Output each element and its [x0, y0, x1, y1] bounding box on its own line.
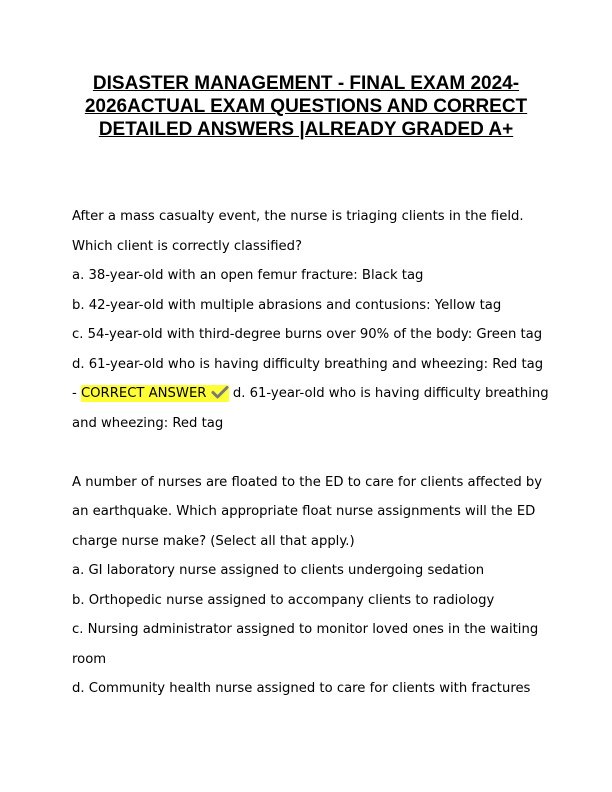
question-stem: After a mass casualty event, the nurse is triaging clients in the field. Which client is correctly classified? — [72, 209, 524, 254]
answer-option: a. 38-year-old with an open femur fracture: Black tag — [72, 268, 424, 283]
answer-option: b. Orthopedic nurse assigned to accompany clients to radiology — [72, 592, 495, 608]
correct-answer-label: CORRECT ANSWER — [81, 385, 229, 402]
answer-option: d. 61-year-old who is having difficulty breathing and wheezing: Red tag — [72, 356, 544, 372]
answer-option: d. Community health nurse assigned to care for clients with fractures — [72, 681, 531, 696]
check-icon — [211, 385, 229, 399]
answer-option: c. 54-year-old with third-degree burns over 90% of the body: Green tag — [72, 327, 543, 342]
correct-answer-text: d. 61-year-old who is having difficulty breathing and wheezing: Red tag — [72, 386, 549, 431]
answer-prefix: - — [72, 386, 81, 401]
question-2 — [72, 468, 552, 704]
question-stem: A number of nurses are floated to the ED to care for clients affected by an earthquake. Which appropriate float nurse assignments will the ED charge nurse make? (Select all that apply.) — [72, 474, 543, 549]
answer-option: b. 42-year-old with multiple abrasions and contusions: Yellow tag — [72, 297, 502, 313]
question-1 — [72, 202, 552, 438]
answer-option: c. Nursing administrator assigned to monitor loved ones in the waiting room — [72, 622, 539, 667]
document-title: DISASTER MANAGEMENT - FINAL EXAM 2024-2026ACTUAL EXAM QUESTIONS AND CORRECT DETAILED ANSWERS |ALREADY GRADED A+ — [84, 73, 528, 140]
correct-answer-line — [72, 379, 552, 438]
document-body — [72, 202, 552, 704]
answer-option: a. GI laboratory nurse assigned to clients undergoing sedation — [72, 563, 485, 578]
